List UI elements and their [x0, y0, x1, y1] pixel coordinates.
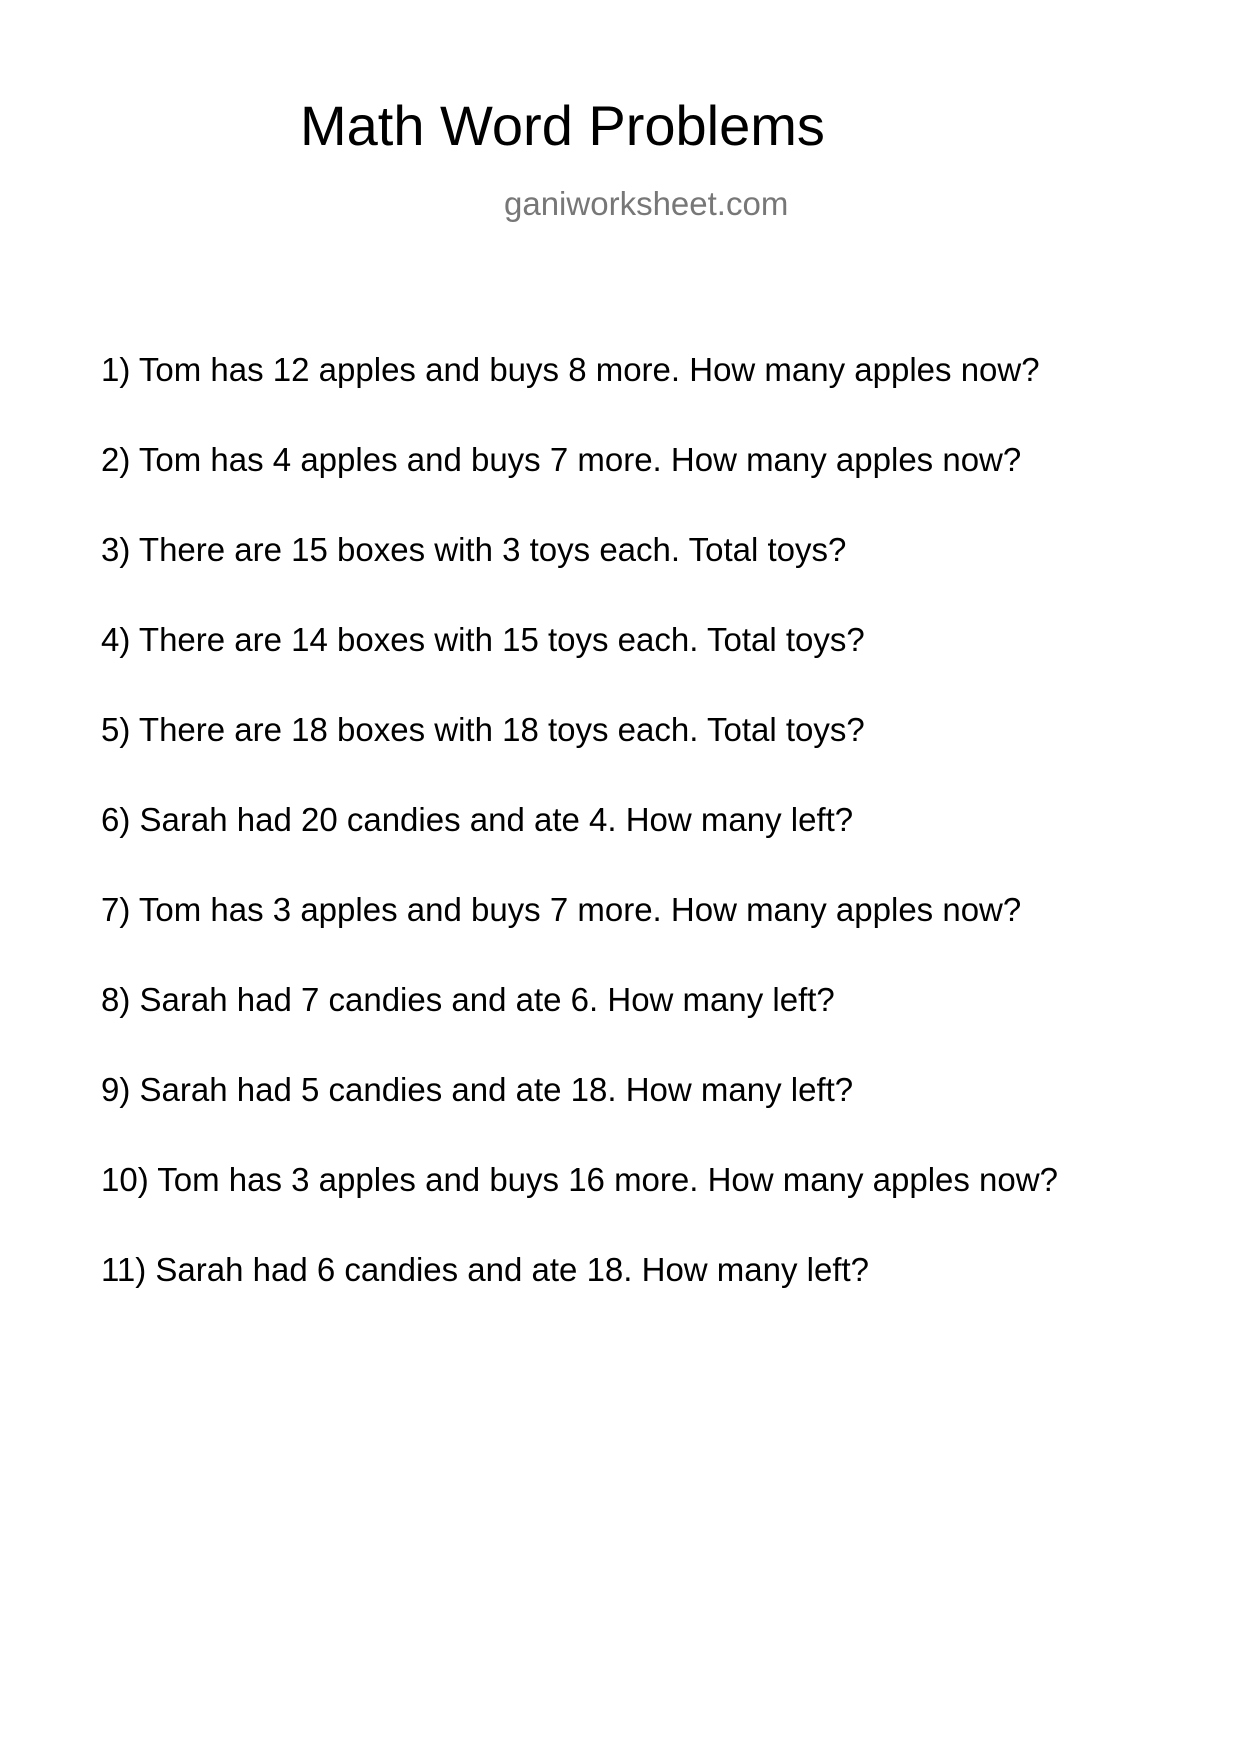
problem-item: 10) Tom has 3 apples and buys 16 more. How many apples now?: [101, 1161, 1058, 1198]
problem-item: 3) There are 15 boxes with 3 toys each. Total toys?: [101, 531, 847, 568]
problem-item: 5) There are 18 boxes with 18 toys each. Total toys?: [101, 711, 865, 748]
problem-item: 9) Sarah had 5 candies and ate 18. How many left?: [101, 1071, 854, 1108]
page-title: Math Word Problems: [300, 94, 825, 157]
problem-item: 2) Tom has 4 apples and buys 7 more. How many apples now?: [101, 441, 1022, 478]
problem-item: 7) Tom has 3 apples and buys 7 more. How many apples now?: [101, 891, 1022, 928]
problem-list: [101, 348, 1058, 1338]
problem-item: 1) Tom has 12 apples and buys 8 more. How many apples now?: [101, 351, 1040, 388]
site-subtitle: ganiworksheet.com: [504, 185, 789, 222]
problem-item: 4) There are 14 boxes with 15 toys each. Total toys?: [101, 621, 865, 658]
problem-item: 8) Sarah had 7 candies and ate 6. How many left?: [101, 981, 835, 1018]
problem-item: 11) Sarah had 6 candies and ate 18. How many left?: [101, 1251, 870, 1288]
problem-item: 6) Sarah had 20 candies and ate 4. How many left?: [101, 801, 854, 838]
